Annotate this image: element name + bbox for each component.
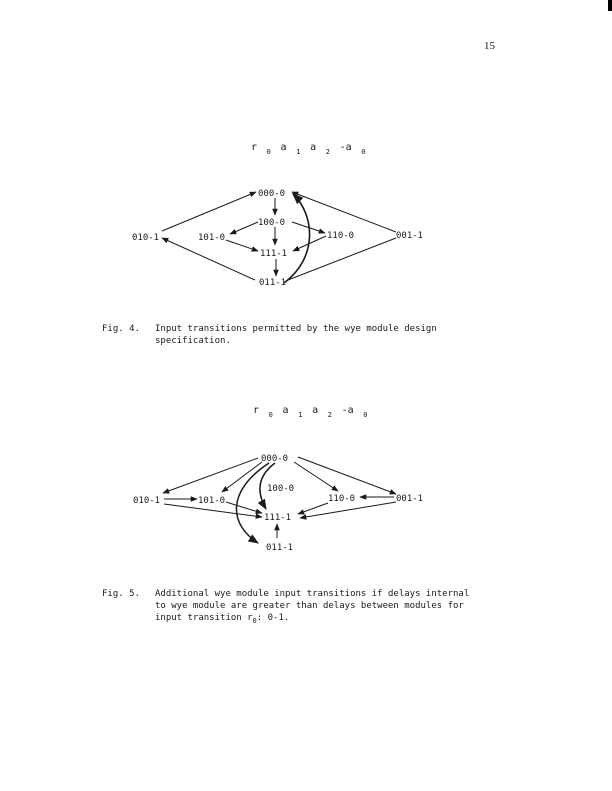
fig5-caption	[102, 588, 512, 628]
page-number: 15	[484, 40, 495, 52]
fig4-node-101-0: 101-0	[198, 233, 226, 243]
fig4-caption-text	[155, 323, 437, 347]
fig5-edge-110-to-111	[298, 503, 328, 514]
fig4-caption-line: Input transitions permitted by the wye module design	[155, 324, 437, 334]
fig4-caption-line: specification.	[155, 336, 231, 346]
fig4-diagram	[132, 135, 423, 288]
fig5-caption-text	[155, 588, 469, 627]
fig4-node-111-1: 111-1	[260, 249, 288, 259]
fig4-edge-001-to-000	[292, 192, 396, 232]
fig5-node-010-1: 010-1	[133, 496, 161, 506]
fig5-edge-000-to-101	[222, 462, 262, 492]
fig5-node-111-1: 111-1	[264, 513, 292, 523]
fig4-edge-100-to-101	[230, 222, 258, 234]
fig4-node-001-1: 001-1	[396, 231, 424, 241]
fig5-edge-000-to-110	[294, 462, 338, 491]
fig5-title: r $_0$ $^a$ $_1$ $^a$ $_2$ $^{-a}$ $_0$	[253, 405, 368, 419]
fig5-node-100-0: 100-0	[267, 484, 295, 494]
fig4-node-000-0: 000-0	[258, 189, 286, 199]
fig4-edge-011-to-010	[162, 238, 255, 280]
fig4-edge-010-to-000	[162, 192, 256, 231]
fig5-edge-000-to-001	[298, 457, 396, 494]
fig5-node-110-0: 110-0	[328, 494, 356, 504]
fig5-node-101-0: 101-0	[198, 496, 226, 506]
fig5-caption-line: Additional wye module input transitions if delays internal	[155, 589, 470, 599]
fig4-caption	[102, 323, 502, 349]
fig5-edge-101-to-111	[226, 502, 262, 513]
fig5-caption-label: Fig. 5.	[102, 589, 140, 599]
fig5-edge-001-to-111	[300, 502, 396, 518]
fig4-node-010-1: 010-1	[132, 233, 160, 243]
fig5-node-000-0: 000-0	[261, 454, 289, 464]
fig5-node-001-1: 001-1	[396, 494, 424, 504]
fig4-title: r $_0$ $^a$ $_1$ $^a$ $_2$ $^{-a}$ $_0$	[251, 142, 366, 156]
fig5-node-011-1: 011-1	[266, 543, 294, 553]
fig4-edge-101-to-111	[226, 240, 258, 251]
fig4-node-110-0: 110-0	[327, 231, 355, 241]
fig5-diagram	[133, 398, 423, 553]
fig4-caption-label: Fig. 4.	[102, 324, 140, 334]
fig5-caption-line: to wye module are greater than delays between modules for	[155, 601, 464, 611]
fig4-edge-011-to-000-curve	[284, 194, 310, 283]
fig4-node-011-1: 011-1	[259, 278, 287, 288]
fig5-caption-line-last: input transition $r_0$: 0-1.	[155, 613, 290, 625]
fig4-node-100-0: 100-0	[258, 218, 286, 228]
